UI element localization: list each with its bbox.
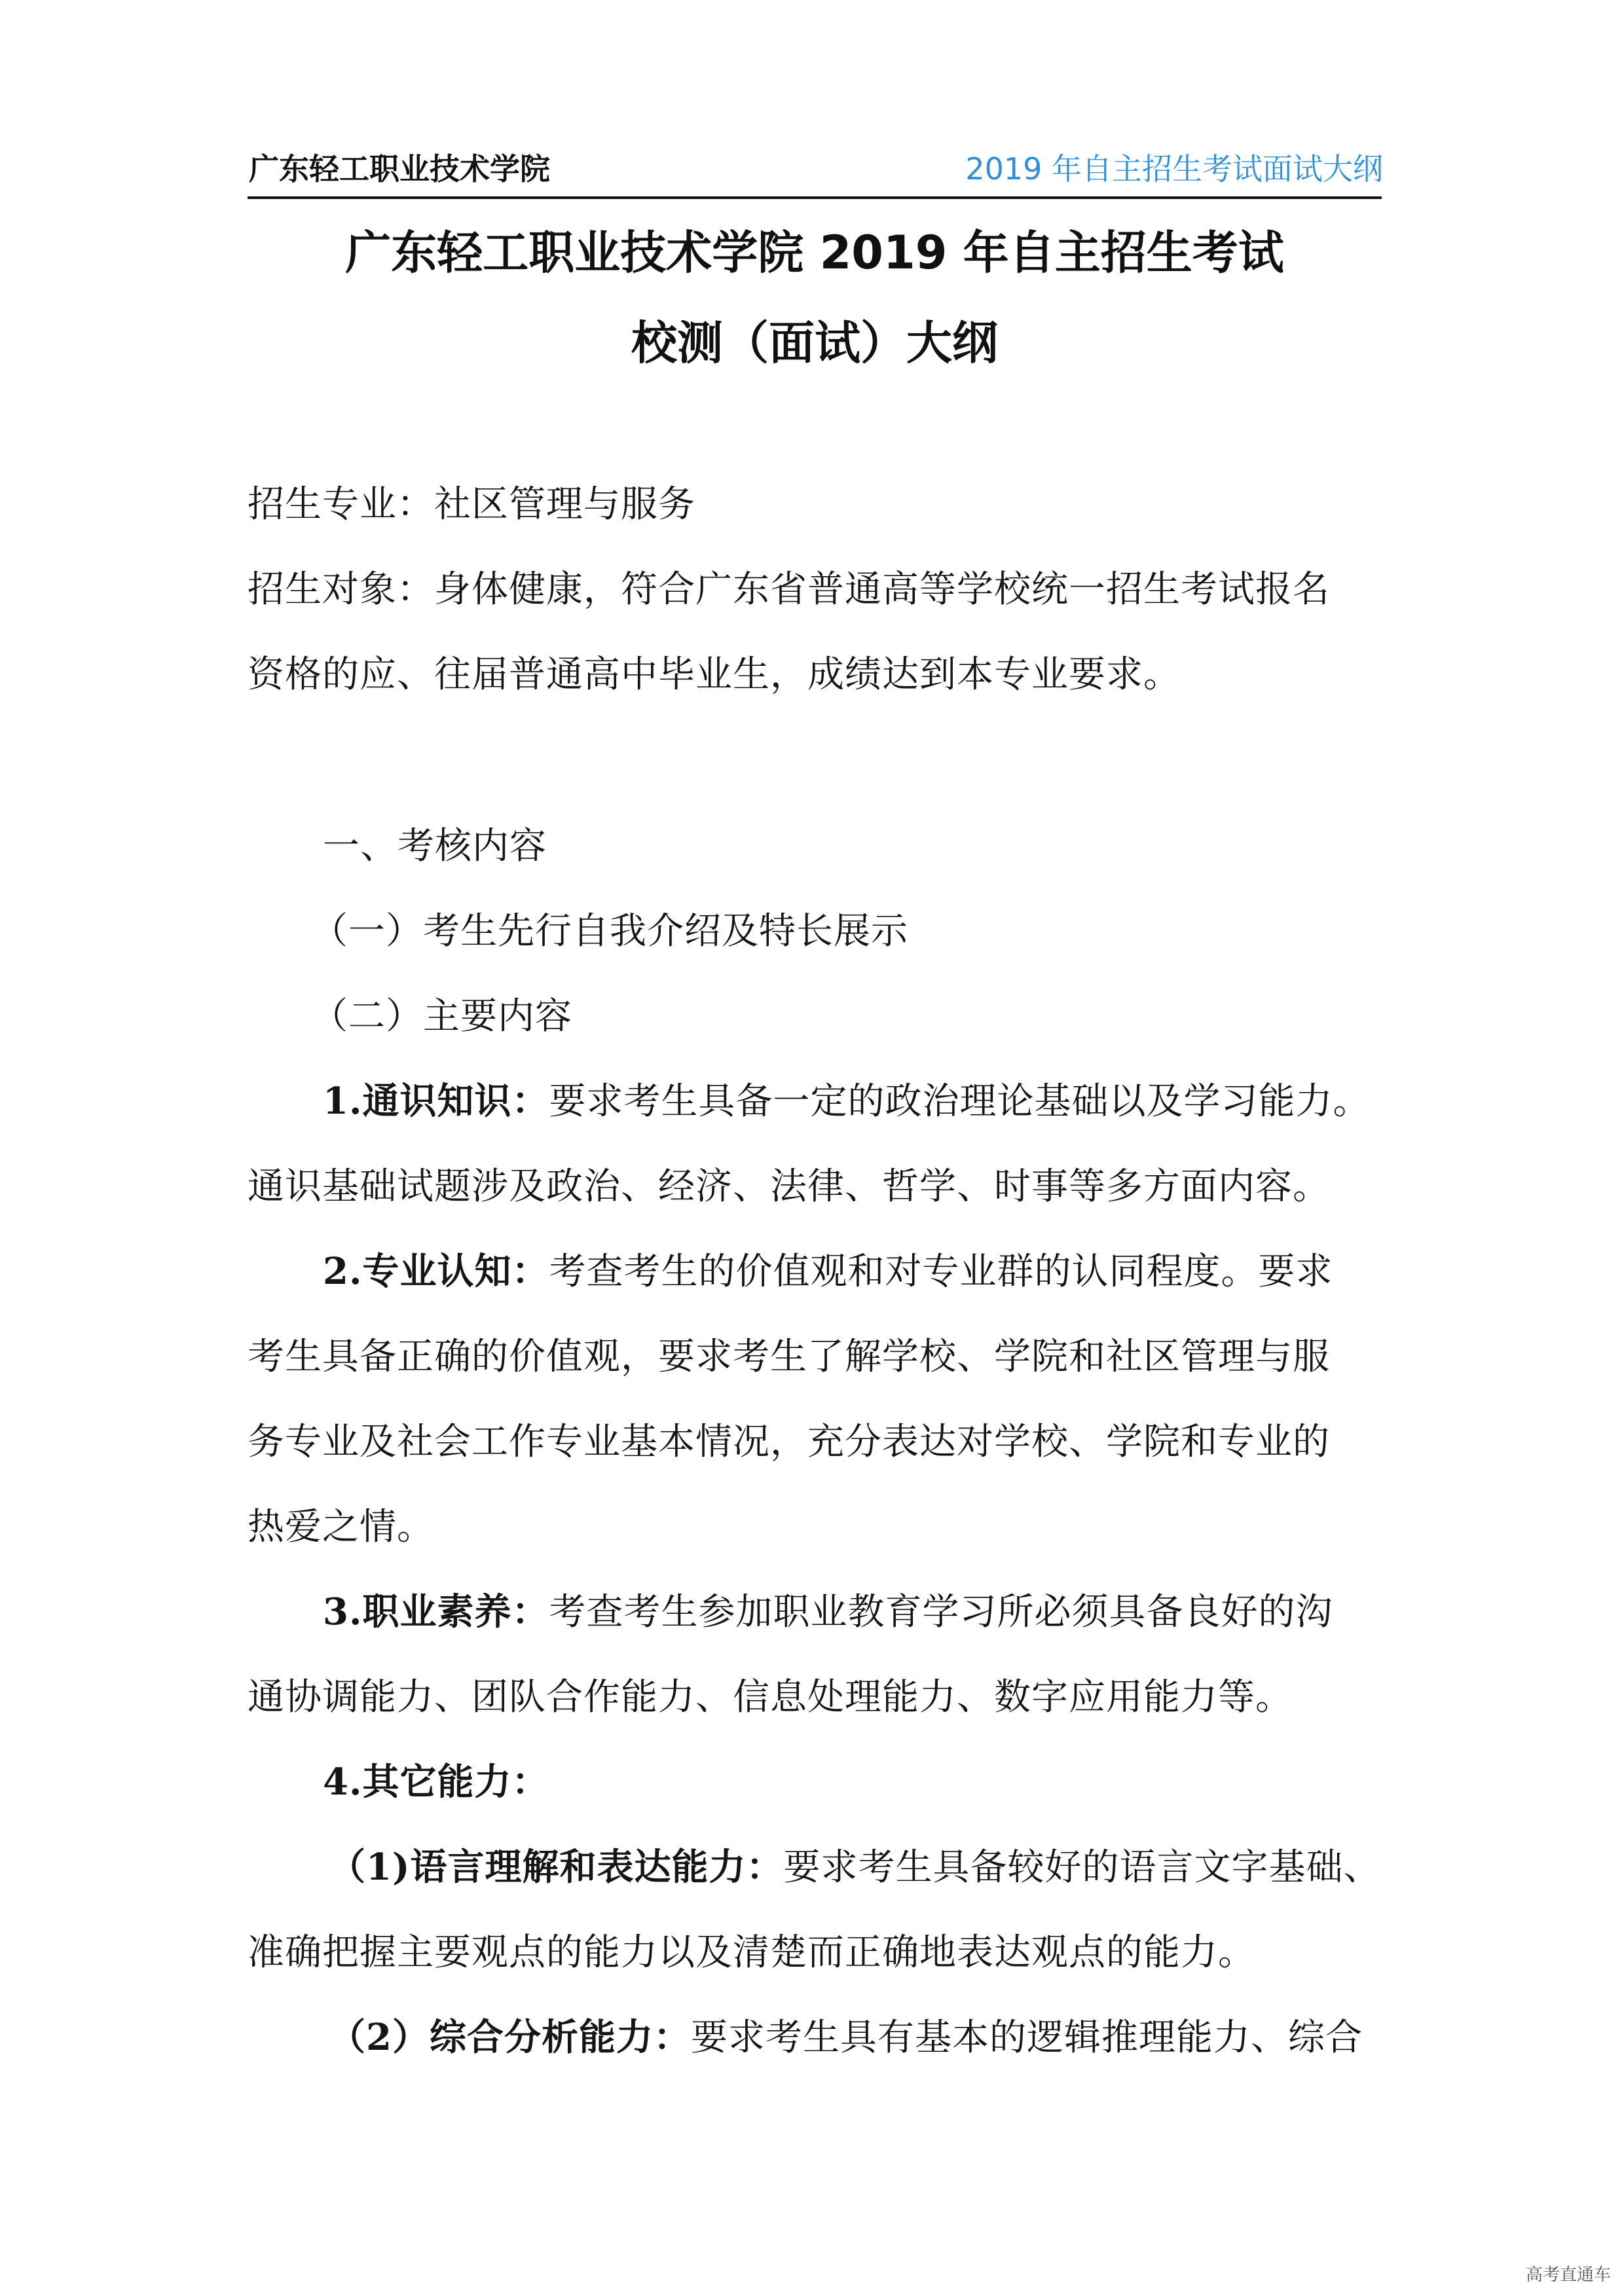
sub-item2-label: （2）综合分析能力： (329, 2016, 691, 2059)
item1-text: 要求考生具备一定的政治理论基础以及学习能力。 (549, 1080, 1371, 1123)
sub-item1-line (329, 1838, 1380, 1891)
header-divider (248, 196, 1382, 199)
major-value: 社区管理与服务 (434, 483, 695, 526)
sub-item1-text: 要求考生具备较好的语言文字基础、 (783, 1846, 1381, 1889)
header-school-name: 广东轻工职业技术学院 (249, 151, 550, 187)
target-line-continued: 资格的应、往届普通高中毕业生，成绩达到本专业要求。 (248, 653, 1181, 696)
major-line (248, 475, 695, 528)
item2-line-2: 考生具备正确的价值观，要求考生了解学校、学院和社区管理与服 (248, 1336, 1330, 1378)
item3-line-continued: 通协调能力、团队合作能力、信息处理能力、数字应用能力等。 (248, 1676, 1293, 1719)
sub-item1-line-continued: 准确把握主要观点的能力以及清楚而正确地表达观点的能力。 (248, 1931, 1255, 1974)
item3-label: 3.职业素养： (323, 1590, 549, 1633)
item3-text: 考查考生参加职业教育学习所必须具备良好的沟 (549, 1591, 1333, 1633)
major-label: 招生专业： (248, 483, 434, 526)
item2-line-3: 务专业及社会工作专业基本情况，充分表达对学校、学院和专业的 (248, 1421, 1330, 1463)
item2-text: 考查考生的价值观和对专业群的认同程度。要求 (549, 1250, 1333, 1293)
item4-label: 4.其它能力： (323, 1760, 549, 1804)
item4-line (323, 1753, 549, 1806)
subsection-heading-2: （二）主要内容 (311, 995, 572, 1038)
item2-line (323, 1243, 1333, 1295)
section-heading: 一、考核内容 (323, 825, 547, 867)
watermark: 高考直通车 (1525, 2265, 1611, 2285)
target-line (248, 560, 1330, 613)
item1-line-continued: 通识基础试题涉及政治、经济、法律、哲学、时事等多方面内容。 (248, 1165, 1330, 1208)
item2-label: 2.专业认知： (323, 1250, 549, 1293)
item1-label: 1.通识知识： (323, 1080, 549, 1123)
target-value: 身体健康，符合广东省普通高等学校统一招生考试报名 (434, 568, 1330, 611)
subsection-heading-1: （一）考生先行自我介绍及特长展示 (311, 910, 908, 953)
sub-item2-text: 要求考生具有基本的逻辑推理能力、综合 (690, 2016, 1363, 2059)
header-document-name: 2019 年自主招生考试面试大纲 (965, 151, 1383, 187)
target-label: 招生对象： (248, 568, 434, 611)
item1-line (323, 1072, 1370, 1125)
item2-line-4: 热爱之情。 (248, 1506, 434, 1548)
page-title-line1: 广东轻工职业技术学院 2019 年自主招生考试 (345, 226, 1284, 280)
item3-line (323, 1583, 1333, 1635)
page-title-line2: 校测（面试）大纲 (631, 316, 998, 370)
sub-item2-line (329, 2009, 1363, 2061)
sub-item1-label: （1)语言理解和表达能力： (329, 1846, 784, 1889)
